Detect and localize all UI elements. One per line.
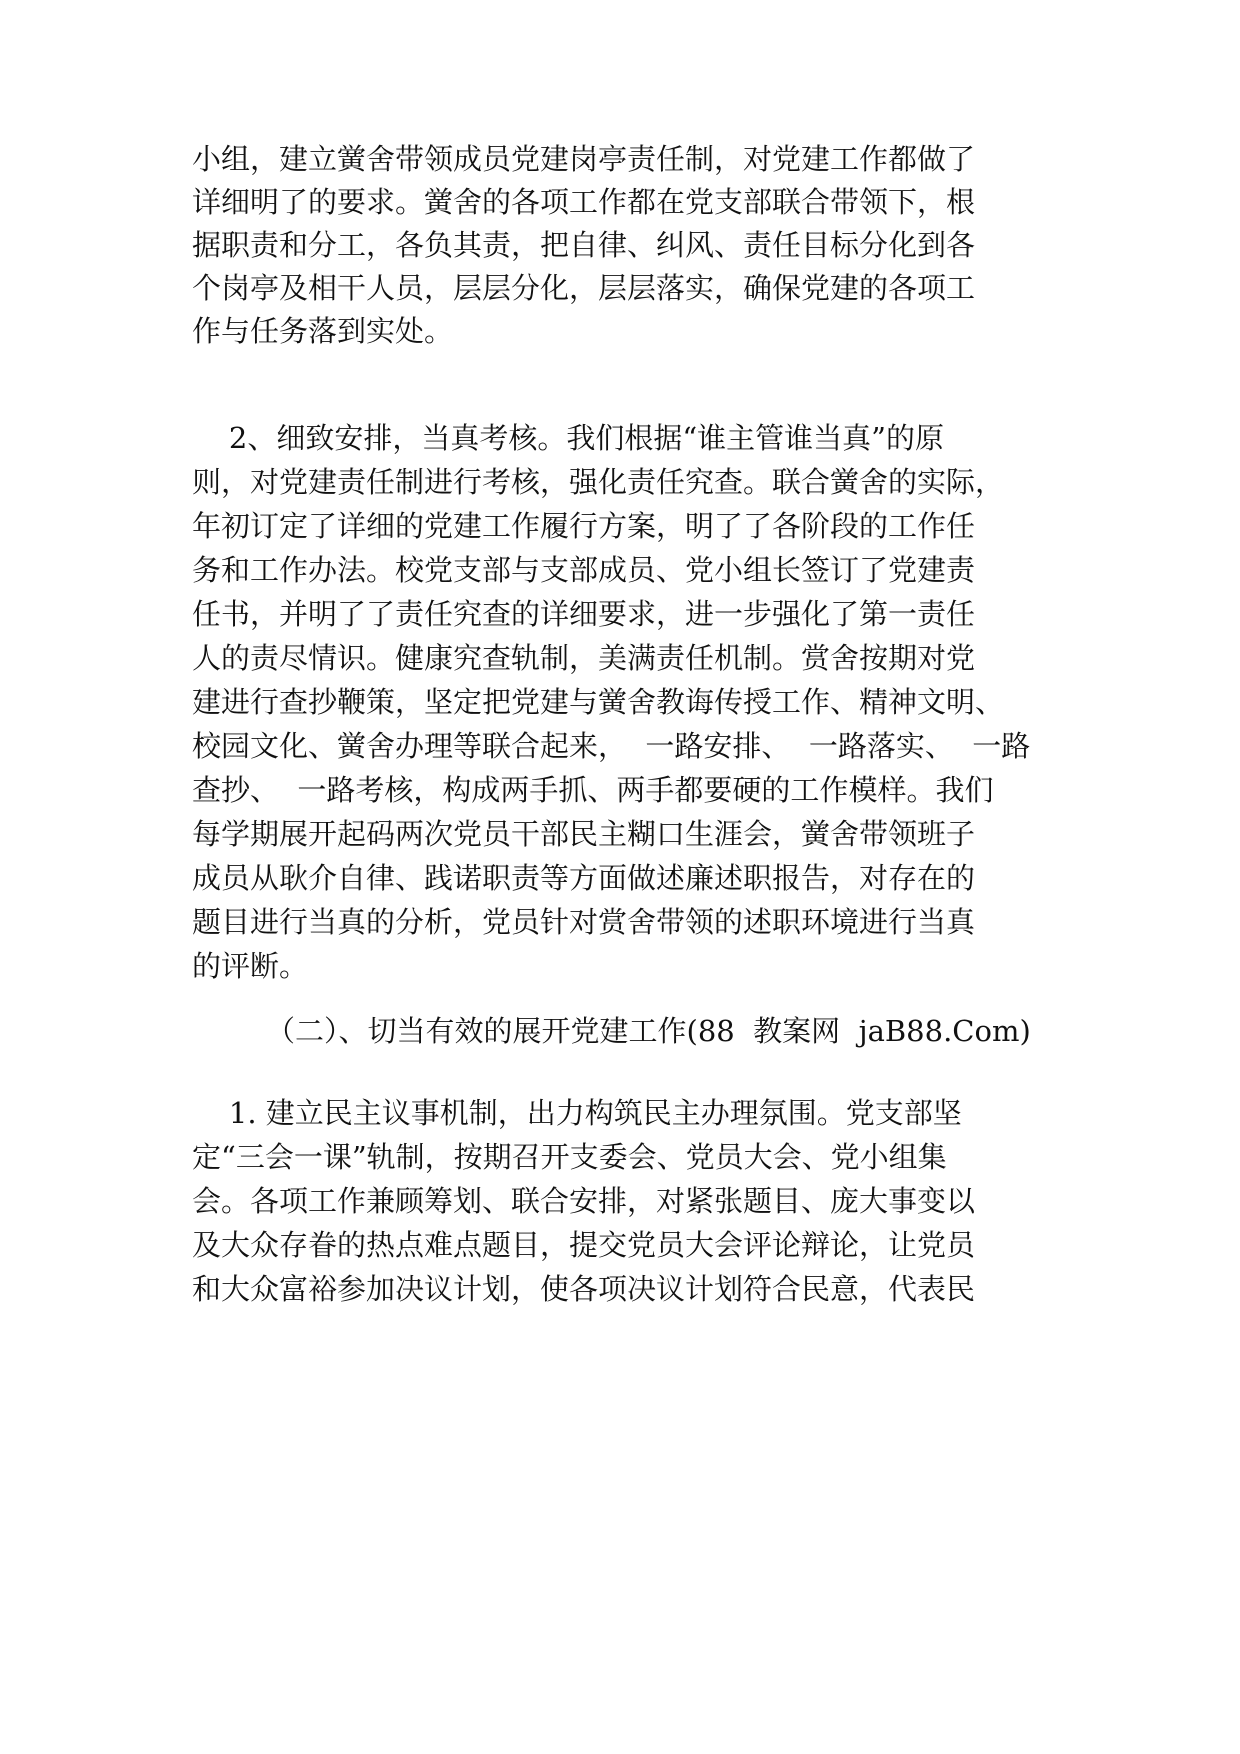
paragraph-line: 及大众存眷的热点难点题目，提交党员大会评论辩论，让党员 (192, 1228, 976, 1262)
paragraph-line: 校园文化、黉舍办理等联合起来， 一路安排、 一路落实、 一路 (192, 729, 1031, 763)
paragraph-line: 和大众富裕参加决议计划，使各项决议计划符合民意，代表民 (192, 1272, 976, 1306)
paragraph-line: 查抄、 一路考核，构成两手抓、两手都要硬的工作模样。我们 (192, 773, 994, 807)
paragraph-line: 定“三会一课”轨制，按期召开支委会、党员大会、党小组集 (192, 1140, 947, 1174)
paragraph-line: 任书，并明了了责任究查的详细要求，进一步强化了第一责任 (192, 597, 976, 631)
paragraph-line: 建进行查抄鞭策，坚定把党建与黉舍教诲传授工作、精神文明、 (192, 685, 1005, 719)
paragraph-line: 据职责和分工，各负其责，把自律、纠风、责任目标分化到各 (192, 228, 976, 262)
paragraph-line: 每学期展开起码两次党员干部民主糊口生涯会，黉舍带领班子 (192, 817, 976, 851)
paragraph-line: 详细明了的要求。黉舍的各项工作都在党支部联合带领下，根 (192, 185, 976, 219)
paragraph-line: 会。各项工作兼顾筹划、联合安排，对紧张题目、庞大事变以 (192, 1184, 976, 1218)
paragraph-line: 成员从耿介自律、践诺职责等方面做述廉述职报告，对存在的 (192, 861, 976, 895)
paragraph-line: 2、细致安排，当真考核。我们根据“谁主管谁当真”的原 (192, 421, 944, 455)
paragraph-line: 1. 建立民主议事机制，出力构筑民主办理氛围。党支部坚 (192, 1096, 962, 1130)
paragraph-line: 的评断。 (192, 949, 309, 983)
paragraph-line: 务和工作办法。校党支部与支部成员、党小组长签订了党建责 (192, 553, 976, 587)
paragraph-line: 个岗亭及相干人员，层层分化，层层落实，确保党建的各项工 (192, 271, 976, 305)
paragraph-line: 人的责尽情识。健康究查轨制，美满责任机制。赏舍按期对党 (192, 641, 976, 675)
paragraph-line: 年初订定了详细的党建工作履行方案，明了了各阶段的工作任 (192, 509, 976, 543)
paragraph-line: 作与任务落到实处。 (192, 314, 454, 348)
paragraph-line: 则，对党建责任制进行考核，强化责任究查。联合黉舍的实际， (192, 465, 1005, 499)
section-heading: （二）、切当有效的展开党建工作(88 教案网 jaB88.Com) (266, 1014, 1031, 1048)
paragraph-line: 小组，建立黉舍带领成员党建岗亭责任制，对党建工作都做了 (192, 142, 976, 176)
paragraph-line: 题目进行当真的分析，党员针对赏舍带领的述职环境进行当真 (192, 905, 976, 939)
